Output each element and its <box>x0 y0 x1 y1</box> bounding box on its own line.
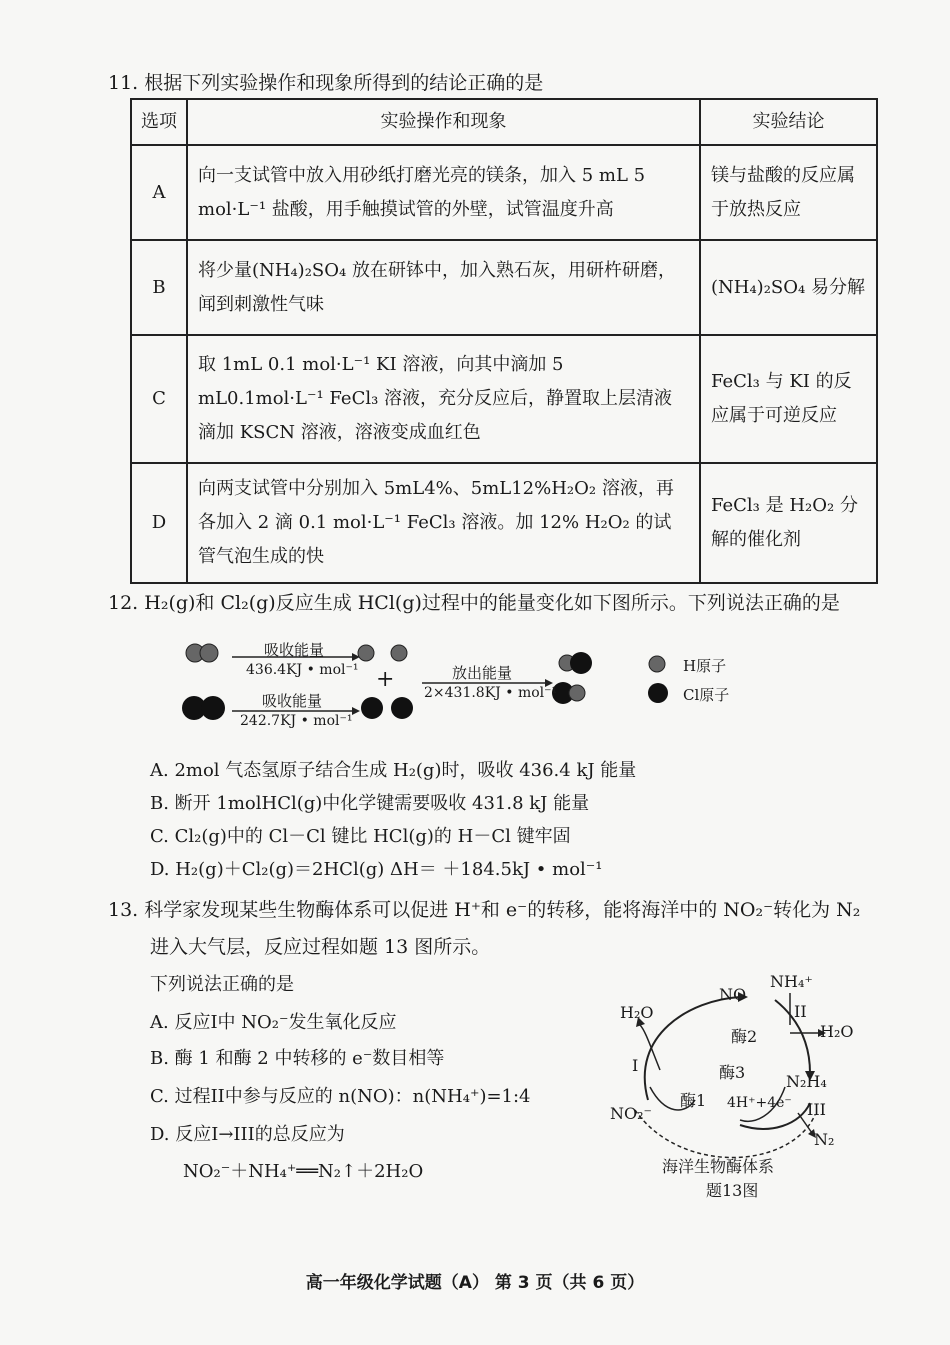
q13-option-a: A. 反应I中 NO₂⁻发生氧化反应 <box>150 1012 397 1033</box>
q13-option-b: B. 酶 1 和酶 2 中转移的 e⁻数目相等 <box>150 1048 445 1069</box>
release-value: 2×431.8KJ • mol⁻¹ <box>424 685 558 701</box>
row-option: A <box>131 145 187 240</box>
q12-option-a: A. 2mol 气态氢原子结合生成 H₂(g)时，吸收 436.4 kJ 能量 <box>150 760 637 781</box>
absorb-value-2: 242.7KJ • mol⁻¹ <box>240 713 353 729</box>
fig-h2o-left: H₂O <box>620 1003 654 1022</box>
cl-atom <box>361 697 383 719</box>
fig-electrons: 4H⁺+4e⁻ <box>727 1095 792 1111</box>
fig-no2: NO₂⁻ <box>610 1104 652 1123</box>
row-conclusion: 镁与盐酸的反应属于放热反应 <box>700 145 877 240</box>
row-conclusion: FeCl₃ 与 KI 的反应属于可逆反应 <box>700 335 877 463</box>
h-atom <box>391 645 407 661</box>
table-row <box>131 463 877 583</box>
row-conclusion: FeCl₃ 是 H₂O₂ 分解的催化剂 <box>700 463 877 583</box>
row-option: B <box>131 240 187 335</box>
table-row <box>131 240 877 335</box>
fig-h2o-right: H₂O <box>820 1022 854 1041</box>
fig-caption: 题13图 <box>706 1181 759 1200</box>
legend-h-label: H原子 <box>683 657 727 675</box>
q13-prompt: 下列说法正确的是 <box>150 974 294 995</box>
legend-h-icon <box>649 656 665 672</box>
legend-cl-label: Cl原子 <box>683 686 730 704</box>
release-label: 放出能量 <box>452 664 513 682</box>
absorb-label-1: 吸收能量 <box>264 641 325 659</box>
table-row <box>131 335 877 463</box>
q12-title: 12. H₂(g)和 Cl₂(g)反应生成 HCl(g)过程中的能量变化如下图所示。下列说法正确的是 <box>108 592 840 614</box>
row-option: C <box>131 335 187 463</box>
absorb-value-1: 436.4KJ • mol⁻¹ <box>246 662 359 678</box>
fig-no: NO <box>719 985 747 1004</box>
cl-atom <box>391 697 413 719</box>
q11-title: 11. 根据下列实验操作和现象所得到的结论正确的是 <box>108 72 544 94</box>
row-operation: 将少量(NH₄)₂SO₄ 放在研钵中，加入熟石灰，用研杵研磨，闻到刺激性气味 <box>187 240 700 335</box>
header-conclusion: 实验结论 <box>700 99 877 145</box>
q12-option-c: C. Cl₂(g)中的 Cl－Cl 键比 HCl(g)的 H－Cl 键牢固 <box>150 826 571 847</box>
dashed-pathway <box>635 1110 815 1158</box>
fig-n2h4: N₂H₄ <box>786 1072 827 1091</box>
plus-sign: + <box>376 667 395 692</box>
h2-molecule <box>186 644 218 662</box>
cycle-arc-1 <box>645 997 740 1100</box>
absorb-label-2: 吸收能量 <box>262 692 323 710</box>
fig-system: 海洋生物酶体系 <box>662 1157 775 1176</box>
q13-option-c: C. 过程II中参与反应的 n(NO)：n(NH₄⁺)=1:4 <box>150 1086 531 1107</box>
row-operation: 向两支试管中分别加入 5mL4%、5mL12%H₂O₂ 溶液，再各加入 2 滴 0.1 mol·L⁻¹ FeCl₃ 溶液。加 12% H₂O₂ 的试管气泡生成的快 <box>187 463 700 583</box>
q13-equation: NO₂⁻＋NH₄⁺══N₂↑＋2H₂O <box>183 1161 424 1182</box>
fig-enzyme1: 酶1 <box>680 1091 707 1110</box>
fig-roman-1: I <box>632 1056 639 1075</box>
h-atom <box>358 645 374 661</box>
q13-title-line1: 13. 科学家发现某些生物酶体系可以促进 H⁺和 e⁻的转移，能将海洋中的 NO₂⁻转化为 N₂ <box>108 899 861 921</box>
q13-title-line2: 进入大气层，反应过程如题 13 图所示。 <box>150 936 491 958</box>
q12-option-d: D. H₂(g)＋Cl₂(g)＝2HCl(g) ΔH＝ ＋184.5kJ • mol⁻¹ <box>150 859 603 880</box>
row-conclusion: (NH₄)₂SO₄ 易分解 <box>700 240 877 335</box>
row-operation: 向一支试管中放入用砂纸打磨光亮的镁条，加入 5 mL 5 mol·L⁻¹ 盐酸，用手触摸试管的外壁，试管温度升高 <box>187 145 700 240</box>
fig-nh4: NH₄⁺ <box>770 972 813 991</box>
fig-enzyme2: 酶2 <box>731 1027 758 1046</box>
legend-cl-icon <box>648 683 668 703</box>
fig-n2: N₂ <box>814 1130 835 1149</box>
fig-enzyme3: 酶3 <box>719 1063 746 1082</box>
cl2-molecule <box>182 696 225 720</box>
fig-roman-2: II <box>794 1002 807 1021</box>
row-operation: 取 1mL 0.1 mol·L⁻¹ KI 溶液，向其中滴加 5 mL0.1mol·L⁻¹ FeCl₃ 溶液，充分反应后，静置取上层清液滴加 KSCN 溶液，溶液变成血红色 <box>187 335 700 463</box>
page-footer: 高一年级化学试题（A） 第 3 页（共 6 页） <box>305 1273 645 1293</box>
header-option: 选项 <box>131 99 187 145</box>
row-option: D <box>131 463 187 583</box>
q12-option-b: B. 断开 1molHCl(g)中化学键需要吸收 431.8 kJ 能量 <box>150 793 590 814</box>
header-operation: 实验操作和现象 <box>187 99 700 145</box>
table-header-row <box>131 99 877 145</box>
hcl-molecule <box>559 652 592 674</box>
fig-roman-3: III <box>807 1100 826 1119</box>
table-row <box>131 145 877 240</box>
q13-option-d: D. 反应I→III的总反应为 <box>150 1124 345 1145</box>
experiment-table <box>130 98 878 584</box>
